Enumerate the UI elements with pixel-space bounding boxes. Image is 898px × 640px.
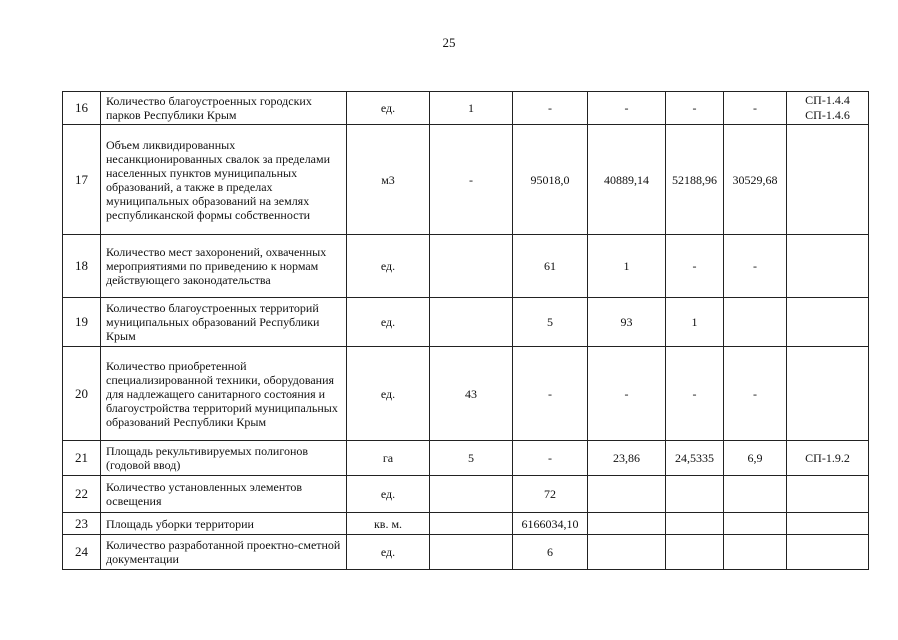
value-cell-1: 43 (430, 347, 513, 441)
table-row (63, 235, 869, 298)
value-cell-2: 61 (513, 235, 588, 298)
row-number: 19 (63, 298, 101, 347)
value-cell-1 (430, 535, 513, 570)
value-cell-3 (588, 476, 666, 513)
value-cell-1 (430, 235, 513, 298)
indicator-name: Площадь уборки территории (101, 513, 347, 535)
row-number: 16 (63, 92, 101, 125)
table-row (63, 476, 869, 513)
indicator-name: Количество благоустроенных городских парков Республики Крым (101, 92, 347, 125)
value-cell-1: - (430, 125, 513, 235)
table-body (63, 92, 869, 570)
value-cell-5 (724, 513, 787, 535)
page-number: 25 (442, 35, 456, 50)
value-cell-3 (588, 513, 666, 535)
value-cell-3: 93 (588, 298, 666, 347)
unit-cell: га (347, 441, 430, 476)
indicator-name: Количество установленных элементов освещения (101, 476, 347, 513)
value-cell-2: 6 (513, 535, 588, 570)
value-cell-4: 52188,96 (666, 125, 724, 235)
unit-cell: ед. (347, 535, 430, 570)
program-code-cell (787, 513, 869, 535)
value-cell-1 (430, 298, 513, 347)
value-cell-4: - (666, 347, 724, 441)
value-cell-5: - (724, 347, 787, 441)
indicator-name: Количество разработанной проектно-сметной документации (101, 535, 347, 570)
indicator-table (62, 91, 869, 570)
program-code-cell (787, 476, 869, 513)
value-cell-1: 1 (430, 92, 513, 125)
value-cell-5 (724, 535, 787, 570)
unit-cell: ед. (347, 476, 430, 513)
unit-cell: ед. (347, 92, 430, 125)
program-code-cell (787, 535, 869, 570)
indicator-name: Объем ликвидированных несанкционированных свалок за пределами населенных пунктов муниципальных образований, а также в пределах муниципальных образований на землях республиканской формы собственности (101, 125, 347, 235)
value-cell-3: - (588, 92, 666, 125)
value-cell-2: - (513, 441, 588, 476)
unit-cell: ед. (347, 298, 430, 347)
value-cell-2: - (513, 92, 588, 125)
indicator-name: Количество мест захоронений, охваченных мероприятиями по приведению к нормам действующего законодательства (101, 235, 347, 298)
value-cell-5 (724, 476, 787, 513)
value-cell-4: 24,5335 (666, 441, 724, 476)
row-number: 17 (63, 125, 101, 235)
value-cell-1 (430, 513, 513, 535)
table-row (63, 441, 869, 476)
value-cell-4 (666, 476, 724, 513)
unit-cell: м3 (347, 125, 430, 235)
value-cell-3: 1 (588, 235, 666, 298)
value-cell-4 (666, 513, 724, 535)
unit-cell: ед. (347, 235, 430, 298)
program-code-cell (787, 347, 869, 441)
row-number: 20 (63, 347, 101, 441)
value-cell-3: 40889,14 (588, 125, 666, 235)
value-cell-1 (430, 476, 513, 513)
row-number: 22 (63, 476, 101, 513)
program-code-cell: СП-1.4.4 СП-1.4.6 (787, 92, 869, 125)
indicator-name: Площадь рекультивируемых полигонов (годовой ввод) (101, 441, 347, 476)
row-number: 23 (63, 513, 101, 535)
value-cell-5 (724, 298, 787, 347)
value-cell-2: 72 (513, 476, 588, 513)
table-row (63, 92, 869, 125)
program-code-cell (787, 125, 869, 235)
value-cell-4: - (666, 92, 724, 125)
value-cell-5: - (724, 92, 787, 125)
indicator-name: Количество приобретенной специализированной техники, оборудования для надлежащего санитарного состояния и благоустройства территорий муниципальных образований Республики Крым (101, 347, 347, 441)
value-cell-3 (588, 535, 666, 570)
value-cell-4 (666, 535, 724, 570)
program-code-cell (787, 298, 869, 347)
table-row (63, 347, 869, 441)
value-cell-5: 6,9 (724, 441, 787, 476)
value-cell-2: 6166034,10 (513, 513, 588, 535)
unit-cell: кв. м. (347, 513, 430, 535)
program-code-cell (787, 235, 869, 298)
value-cell-2: - (513, 347, 588, 441)
value-cell-2: 95018,0 (513, 125, 588, 235)
row-number: 24 (63, 535, 101, 570)
value-cell-1: 5 (430, 441, 513, 476)
table-row (63, 513, 869, 535)
row-number: 18 (63, 235, 101, 298)
table-row (63, 125, 869, 235)
unit-cell: ед. (347, 347, 430, 441)
program-code-cell: СП-1.9.2 (787, 441, 869, 476)
value-cell-3: - (588, 347, 666, 441)
value-cell-5: 30529,68 (724, 125, 787, 235)
indicator-name: Количество благоустроенных территорий муниципальных образований Республики Крым (101, 298, 347, 347)
table-row (63, 535, 869, 570)
table-row (63, 298, 869, 347)
value-cell-4: - (666, 235, 724, 298)
value-cell-3: 23,86 (588, 441, 666, 476)
value-cell-4: 1 (666, 298, 724, 347)
value-cell-2: 5 (513, 298, 588, 347)
value-cell-5: - (724, 235, 787, 298)
row-number: 21 (63, 441, 101, 476)
